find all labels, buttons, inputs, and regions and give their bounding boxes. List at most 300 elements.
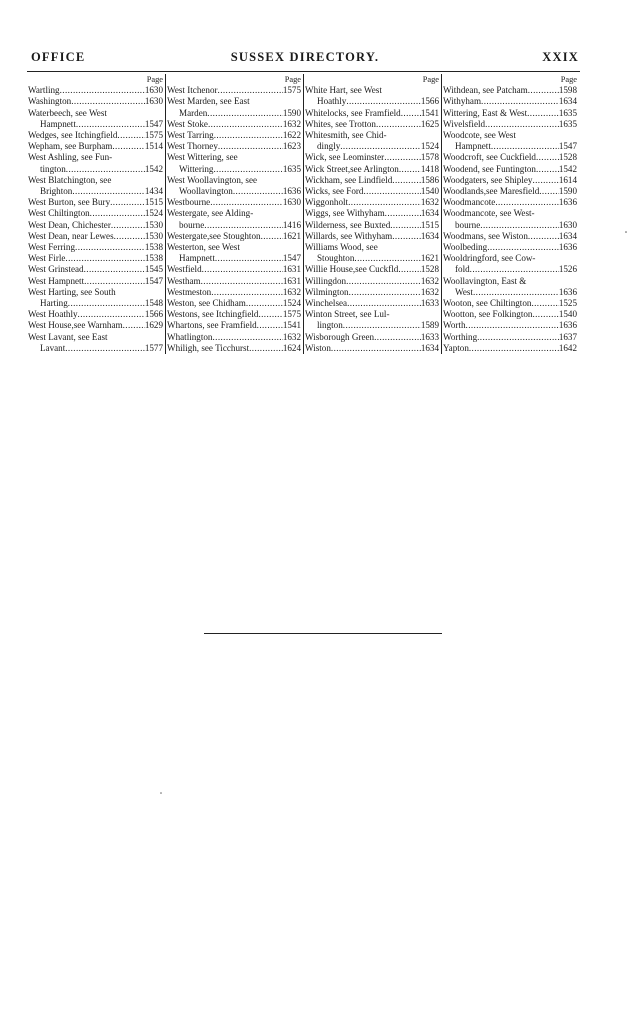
- index-entry: [167, 298, 301, 309]
- index-entry: [443, 186, 577, 197]
- entry-name: Whiligh, see Ticchurst: [167, 342, 250, 353]
- index-column: [165, 74, 303, 354]
- entry-page-number: 1530: [144, 219, 163, 230]
- entry-page-number: 1434: [144, 186, 163, 197]
- entry-name: Hoathly: [317, 96, 347, 107]
- entry-page-number: 1632: [282, 331, 301, 342]
- entry-name: Wiggs, see Withyham: [305, 208, 385, 219]
- entry-name: West House,see Warnham: [28, 320, 123, 331]
- dot-leader: [348, 197, 421, 208]
- index-entry-continuation: [443, 220, 577, 231]
- entry-name: Brighton: [40, 186, 73, 197]
- entry-page-number: 1566: [144, 309, 163, 320]
- entry-page-number: 1524: [144, 208, 163, 219]
- entry-name: Woodend, see Funtington: [443, 163, 536, 174]
- index-entry: [167, 141, 301, 152]
- dot-leader: [399, 164, 421, 175]
- entry-name: fold: [455, 264, 470, 275]
- entry-name: Whatlington: [167, 331, 213, 342]
- index-entry: [443, 130, 577, 141]
- entry-page-number: 1540: [558, 309, 577, 320]
- column-page-heading: Page: [422, 75, 439, 84]
- dot-leader: [84, 276, 145, 287]
- entry-page-number: 1636: [282, 186, 301, 197]
- entry-name: Westerton, see West: [167, 242, 240, 253]
- entry-page-number: 1575: [282, 85, 301, 96]
- entry-page-number: 1631: [282, 264, 301, 275]
- entry-page-number: 1514: [144, 141, 163, 152]
- index-entry: [167, 332, 301, 343]
- index-entry: [167, 119, 301, 130]
- dot-leader: [111, 220, 145, 231]
- dot-leader: [469, 343, 559, 354]
- index-entry-continuation: [167, 108, 301, 119]
- entry-page-number: 1636: [558, 320, 577, 331]
- entry-page-number: 1578: [420, 152, 439, 163]
- dot-leader: [528, 231, 559, 242]
- dot-leader: [343, 320, 421, 331]
- entry-name: Lavant: [40, 342, 66, 353]
- index-entry: [305, 108, 439, 119]
- dot-leader: [110, 197, 145, 208]
- index-entry: [28, 276, 163, 287]
- entry-page-number: 1547: [144, 275, 163, 286]
- index-entry: [28, 208, 163, 219]
- index-entry: [28, 85, 163, 96]
- dot-leader: [390, 220, 421, 231]
- entry-page-number: 1630: [558, 219, 577, 230]
- column-page-heading: Page: [284, 75, 301, 84]
- dot-leader: [75, 242, 145, 253]
- index-entry: [28, 130, 163, 141]
- entry-name: Whitelocks, see Framfield: [305, 107, 401, 118]
- index-entry-continuation: [443, 264, 577, 275]
- index-entry: [28, 231, 163, 242]
- entry-page-number: 1623: [282, 141, 301, 152]
- dot-leader: [392, 231, 421, 242]
- dot-leader: [354, 253, 420, 264]
- entry-page-number: 1541: [282, 320, 301, 331]
- index-entry: [305, 276, 439, 287]
- entry-name: Westergate, see Alding-: [167, 208, 254, 219]
- entry-page-number: 1632: [282, 118, 301, 129]
- index-entry: [28, 152, 163, 163]
- entry-name: West Stoke: [167, 118, 208, 129]
- dot-leader: [480, 220, 559, 231]
- entry-name: Westbourne: [167, 197, 211, 208]
- entry-name: Stoughton: [317, 253, 355, 264]
- entry-name: tington: [40, 163, 66, 174]
- entry-page-number: 1548: [144, 298, 163, 309]
- index-entry: [305, 164, 439, 175]
- entry-page-number: 1566: [420, 96, 439, 107]
- dot-leader: [532, 175, 558, 186]
- entry-name: Hampnett: [40, 118, 76, 129]
- dot-leader: [249, 343, 283, 354]
- index-entry: [167, 130, 301, 141]
- entry-page-number: 1515: [144, 197, 163, 208]
- index-entry-continuation: [305, 96, 439, 107]
- entry-page-number: 1635: [558, 118, 577, 129]
- dot-leader: [84, 264, 145, 275]
- index-column: [27, 74, 165, 354]
- dot-leader: [481, 96, 559, 107]
- index-entry-continuation: [28, 119, 163, 130]
- index-entry: [443, 231, 577, 242]
- entry-name: Woodlands,see Maresfield: [443, 186, 540, 197]
- dot-leader: [261, 231, 283, 242]
- entry-page-number: 1633: [420, 298, 439, 309]
- entry-page-number: 1575: [282, 309, 301, 320]
- entry-page-number: 1637: [558, 331, 577, 342]
- entry-page-number: 1636: [558, 197, 577, 208]
- index-entry: [167, 152, 301, 163]
- index-entry: [443, 298, 577, 309]
- entry-name: Wooldringford, see Cow-: [443, 253, 536, 264]
- entry-page-number: 1630: [144, 96, 163, 107]
- dot-leader: [65, 343, 145, 354]
- entry-page-number: 1634: [420, 230, 439, 241]
- index-entry: [305, 309, 439, 320]
- entry-name: Woodgaters, see Shipley: [443, 174, 533, 185]
- index-entry: [167, 343, 301, 354]
- dot-leader: [470, 264, 559, 275]
- entry-name: Westfield: [167, 264, 202, 275]
- entry-name: Woollavington, East &: [443, 275, 527, 286]
- entry-page-number: 1528: [558, 152, 577, 163]
- dot-leader: [527, 108, 559, 119]
- entry-page-number: 1621: [420, 253, 439, 264]
- entry-name: Woodcroft, see Cuckfield: [443, 152, 536, 163]
- index-entry: [167, 287, 301, 298]
- entry-page-number: 1589: [420, 320, 439, 331]
- entry-name: Westons, see Itchingfield: [167, 309, 259, 320]
- dot-leader: [207, 108, 283, 119]
- dot-leader: [374, 332, 421, 343]
- entry-name: Woolbeding: [443, 242, 488, 253]
- entry-name: West Woollavington, see: [167, 174, 258, 185]
- entry-name: bourne: [455, 219, 481, 230]
- entry-name: West Hampnett: [28, 275, 85, 286]
- entry-name: West Chiltington: [28, 208, 90, 219]
- entry-name: Woodcote, see West: [443, 130, 516, 141]
- entry-page-number: 1547: [558, 141, 577, 152]
- dot-leader: [78, 309, 145, 320]
- header-left: OFFICE: [31, 50, 86, 64]
- entry-name: bourne: [179, 219, 205, 230]
- index-entry-continuation: [167, 253, 301, 264]
- entry-name: Wilmington: [305, 286, 349, 297]
- entry-page-number: 1625: [420, 118, 439, 129]
- index-entry: [443, 108, 577, 119]
- entry-name: West Ashling, see Fun-: [28, 152, 113, 163]
- dot-leader: [204, 220, 283, 231]
- index-entry: [167, 264, 301, 275]
- index-entry: [305, 264, 439, 275]
- entry-name: Hampnett: [179, 253, 215, 264]
- entry-page-number: 1636: [558, 286, 577, 297]
- entry-name: White Hart, see West: [305, 85, 382, 96]
- entry-name: Wiston: [305, 342, 331, 353]
- entry-name: Wilderness, see Buxted: [305, 219, 391, 230]
- entry-name: Wittering: [179, 163, 214, 174]
- entry-name: Wicks, see Ford: [305, 186, 364, 197]
- index-entry: [167, 175, 301, 186]
- dot-leader: [246, 298, 283, 309]
- index-entry: [305, 208, 439, 219]
- dot-leader: [536, 152, 559, 163]
- dot-leader: [477, 332, 559, 343]
- entry-page-number: 1530: [144, 230, 163, 241]
- entry-name: Worthing: [443, 331, 478, 342]
- entry-page-number: 1632: [420, 275, 439, 286]
- index-entry: [305, 197, 439, 208]
- dot-leader: [346, 276, 421, 287]
- index-entry: [443, 242, 577, 253]
- entry-page-number: 1642: [558, 342, 577, 353]
- dot-leader: [485, 119, 559, 130]
- index-entry: [305, 130, 439, 141]
- entry-name: Worth: [443, 320, 466, 331]
- entry-page-number: 1631: [282, 275, 301, 286]
- index-entry-continuation: [167, 186, 301, 197]
- dot-leader: [214, 130, 283, 141]
- entry-page-number: 1542: [144, 163, 163, 174]
- index-entry: [443, 343, 577, 354]
- entry-page-number: 1634: [420, 342, 439, 353]
- index-entry: [28, 253, 163, 264]
- dot-leader: [215, 253, 283, 264]
- entry-name: Wittering, East & West: [443, 107, 528, 118]
- dot-leader: [208, 119, 283, 130]
- index-entry: [443, 332, 577, 343]
- index-entry: [167, 231, 301, 242]
- entry-page-number: 1635: [282, 163, 301, 174]
- entry-page-number: 1632: [420, 197, 439, 208]
- index-column: [303, 74, 441, 354]
- entry-name: Woodmancote, see West-: [443, 208, 535, 219]
- entry-name: West Itchenor: [167, 85, 218, 96]
- dot-leader: [90, 208, 145, 219]
- dot-leader: [376, 119, 421, 130]
- running-header: [31, 50, 579, 70]
- index-entry: [305, 186, 439, 197]
- entry-name: Harting: [40, 298, 68, 309]
- entry-page-number: 1633: [420, 331, 439, 342]
- entry-name: Hampnett: [455, 141, 491, 152]
- index-entry: [305, 152, 439, 163]
- entry-page-number: 1538: [144, 253, 163, 264]
- dot-leader: [536, 164, 559, 175]
- entry-name: Woollavington: [179, 186, 233, 197]
- dot-leader: [258, 309, 282, 320]
- entry-name: Winton Street, see Lul-: [305, 309, 390, 320]
- index-entry: [167, 276, 301, 287]
- index-entry-continuation: [443, 287, 577, 298]
- entry-name: Wick Street,see Arlington: [305, 163, 399, 174]
- dot-leader: [112, 141, 144, 152]
- entry-page-number: 1577: [144, 342, 163, 353]
- entry-page-number: 1538: [144, 242, 163, 253]
- entry-page-number: 1634: [420, 208, 439, 219]
- index-entry: [167, 85, 301, 96]
- entry-page-number: 1630: [144, 85, 163, 96]
- entry-page-number: 1525: [558, 298, 577, 309]
- entry-name: Westmeston: [167, 286, 212, 297]
- dot-leader: [76, 119, 145, 130]
- entry-page-number: 1634: [558, 96, 577, 107]
- dot-leader: [398, 264, 420, 275]
- entry-page-number: 1545: [144, 264, 163, 275]
- entry-name: Williams Wood, see: [305, 242, 378, 253]
- entry-name: Wooton, see Chiltington: [443, 298, 532, 309]
- entry-name: West Tarring: [167, 130, 214, 141]
- entry-name: Wepham, see Burpham: [28, 141, 113, 152]
- index-entry: [305, 287, 439, 298]
- entry-name: West Burton, see Bury: [28, 197, 111, 208]
- dot-leader: [213, 164, 282, 175]
- entry-page-number: 1528: [420, 264, 439, 275]
- dot-leader: [212, 332, 282, 343]
- dot-leader: [491, 141, 559, 152]
- index-entry: [305, 343, 439, 354]
- column-page-heading: Page: [560, 75, 577, 84]
- entry-page-number: 1540: [420, 186, 439, 197]
- dot-leader: [531, 298, 558, 309]
- entry-page-number: 1590: [282, 107, 301, 118]
- header-page-number: XXIX: [542, 50, 579, 64]
- dot-leader: [385, 208, 421, 219]
- entry-name: Wickham, see Lindfield: [305, 174, 393, 185]
- dot-leader: [123, 320, 145, 331]
- index-entry: [305, 175, 439, 186]
- index-entry-continuation: [305, 320, 439, 331]
- index-entry: [443, 197, 577, 208]
- index-entry: [167, 96, 301, 107]
- index-entry: [28, 220, 163, 231]
- entry-name: lington: [317, 320, 343, 331]
- index-entry: [443, 175, 577, 186]
- index-entry: [167, 309, 301, 320]
- dot-leader: [211, 287, 283, 298]
- entry-name: West Wittering, see: [167, 152, 238, 163]
- end-rule: [204, 633, 442, 634]
- index-entry: [305, 298, 439, 309]
- index-entry-continuation: [167, 164, 301, 175]
- entry-name: Marden: [179, 107, 208, 118]
- entry-name: Willie House,see Cuckfld: [305, 264, 399, 275]
- index-entry-continuation: [305, 253, 439, 264]
- dot-leader: [257, 320, 283, 331]
- index-entry-continuation: [305, 141, 439, 152]
- index-entry: [167, 197, 301, 208]
- entry-page-number: 1547: [282, 253, 301, 264]
- entry-name: West Dean, near Lewes: [28, 230, 114, 241]
- dot-leader: [473, 287, 559, 298]
- entry-name: Wisborough Green: [305, 331, 375, 342]
- entry-page-number: 1634: [558, 230, 577, 241]
- entry-page-number: 1632: [282, 286, 301, 297]
- index-entry: [167, 208, 301, 219]
- dot-leader: [346, 96, 421, 107]
- index-entry: [28, 197, 163, 208]
- entry-name: Wedges, see Itchingfield: [28, 130, 118, 141]
- index-entry: [28, 264, 163, 275]
- dot-leader: [340, 141, 421, 152]
- column-page-heading: Page: [146, 75, 163, 84]
- index-entry: [443, 320, 577, 331]
- index-entry-continuation: [167, 220, 301, 231]
- entry-name: Whartons, see Framfield: [167, 320, 257, 331]
- dot-leader: [68, 298, 145, 309]
- entry-page-number: 1526: [558, 264, 577, 275]
- dot-leader: [218, 141, 283, 152]
- index-entry: [28, 175, 163, 186]
- entry-page-number: 1622: [282, 130, 301, 141]
- place-index: [27, 74, 580, 354]
- entry-name: West Ferring: [28, 242, 76, 253]
- dot-leader: [210, 197, 283, 208]
- index-entry: [305, 220, 439, 231]
- dot-leader: [201, 276, 283, 287]
- index-entry: [443, 119, 577, 130]
- dot-leader: [392, 175, 421, 186]
- index-entry: [167, 242, 301, 253]
- entry-page-number: 1630: [282, 197, 301, 208]
- index-entry: [305, 332, 439, 343]
- index-entry: [305, 231, 439, 242]
- index-entry-continuation: [28, 186, 163, 197]
- entry-name: West Hoathly: [28, 309, 78, 320]
- entry-page-number: 1624: [282, 342, 301, 353]
- index-entry: [28, 287, 163, 298]
- index-entry: [28, 309, 163, 320]
- dot-leader: [349, 287, 421, 298]
- entry-page-number: 1635: [558, 107, 577, 118]
- entry-name: West Harting, see South: [28, 286, 116, 297]
- entry-name: Winchelsea: [305, 298, 348, 309]
- dot-leader: [495, 197, 559, 208]
- dot-leader: [539, 186, 559, 197]
- entry-name: Willards, see Withyham: [305, 230, 393, 241]
- header-rule: [27, 71, 580, 72]
- index-entry: [443, 152, 577, 163]
- entry-page-number: 1541: [420, 107, 439, 118]
- entry-name: West: [455, 286, 473, 297]
- index-entry: [443, 164, 577, 175]
- index-entry: [305, 119, 439, 130]
- index-entry: [28, 320, 163, 331]
- entry-name: West Thorney: [167, 141, 218, 152]
- index-entry: [167, 320, 301, 331]
- index-entry: [443, 208, 577, 219]
- entry-name: dingly: [317, 141, 341, 152]
- entry-page-number: 1524: [420, 141, 439, 152]
- entry-name: Wootton, see Folkington: [443, 309, 533, 320]
- dot-leader: [202, 264, 283, 275]
- entry-page-number: 1590: [558, 186, 577, 197]
- entry-name: Westham: [167, 275, 201, 286]
- index-entry: [28, 108, 163, 119]
- entry-name: Wick, see Leominster: [305, 152, 385, 163]
- dot-leader: [363, 186, 420, 197]
- header-title: SUSSEX DIRECTORY.: [230, 50, 380, 64]
- dot-leader: [71, 96, 145, 107]
- entry-page-number: 1586: [420, 174, 439, 185]
- index-entry: [305, 242, 439, 253]
- entry-page-number: 1598: [558, 85, 577, 96]
- entry-name: Waterbeech, see West: [28, 107, 107, 118]
